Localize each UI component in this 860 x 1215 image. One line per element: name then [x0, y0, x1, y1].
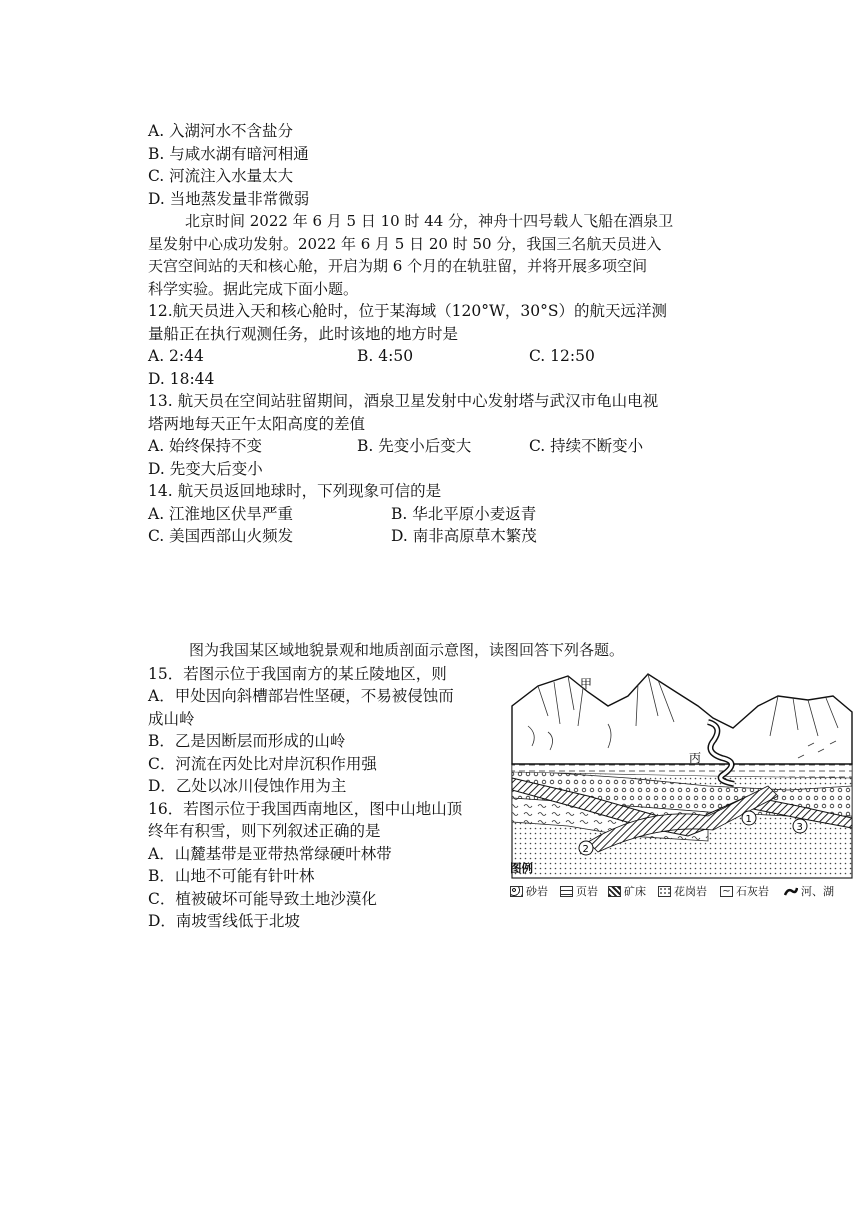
q15-option-d: D．乙处以冰川侵蚀作用为主: [148, 777, 347, 795]
q16-stem-line1: 16．若图示位于我国西南地区，图中山地山顶: [148, 800, 463, 818]
q15-option-c: C．河流在丙处比对岸沉积作用强: [148, 755, 377, 773]
q14-option-d: D. 南非高原草木繁茂: [391, 527, 537, 545]
q13-option-d: D. 先变大后变小: [148, 460, 263, 478]
q13-stem-line2: 塔两地每天正午太阳高度的差值: [148, 415, 366, 433]
q13-stem-line1: 13. 航天员在空间站驻留期间，酒泉卫星发射中心发射塔与武汉市龟山电视: [148, 392, 659, 410]
legend-title: 图例: [510, 861, 533, 875]
q12-option-c: C. 12:50: [529, 347, 595, 365]
q12-option-a: A. 2:44: [148, 347, 204, 365]
q14-option-a: A. 江淮地区伏旱严重: [148, 505, 294, 523]
q16-option-d: D．南坡雪线低于北坡: [148, 912, 300, 930]
landscape-block-svg: [508, 666, 853, 880]
option-d-prev: D. 当地蒸发量非常微弱: [148, 190, 310, 208]
ore-swatch-icon: [608, 886, 621, 897]
q16-option-a: A．山麓基带是亚带热常绿硬叶林带: [148, 845, 392, 863]
marker-1: [742, 811, 756, 825]
legend-item-sandstone: 砂岩: [510, 883, 548, 899]
svg-text:2: 2: [582, 844, 589, 855]
q13-option-c: C. 持续不断变小: [529, 437, 644, 455]
svg-text:3: 3: [796, 822, 803, 833]
legend-item-limestone: ~ 石灰岩: [720, 883, 769, 899]
passage1-line4: 科学实验。据此完成下面小题。: [148, 280, 359, 298]
q12-stem-line2: 量船正在执行观测任务，此时该地的地方时是: [148, 325, 459, 343]
q13-option-b: B. 先变小后变大: [357, 437, 472, 455]
q12-options-row: [148, 346, 708, 368]
q14-option-c: C. 美国西部山火频发: [148, 527, 294, 545]
granite-swatch-icon: [658, 886, 671, 897]
figure-legend: [508, 861, 853, 902]
option-a-prev: A. 入湖河水不含盐分: [148, 122, 294, 140]
q12-option-b: B. 4:50: [357, 347, 414, 365]
q14-options-row2: [148, 526, 668, 548]
legend-item-granite: 花岗岩: [658, 883, 707, 899]
river-lake-swatch-icon: [784, 886, 798, 897]
passage2: 图为我国某区域地貌景观和地质剖面示意图，读图回答下列各题。: [189, 641, 625, 659]
q15-option-a-line1: A．甲处因向斜槽部岩性坚硬，不易被侵蚀而: [148, 687, 454, 705]
q16-stem-line2: 终年有积雪，则下列叙述正确的是: [148, 822, 381, 840]
geology-diagram: [508, 666, 853, 906]
q16-option-c: C．植被破坏可能导致土地沙漠化: [148, 890, 377, 908]
q15-option-a-line2: 成山岭: [148, 710, 195, 728]
q12-stem-line1: 12.航天员进入天和核心舱时，位于某海域（120°W，30°S）的航天远洋测: [148, 302, 668, 320]
q14-option-b: B. 华北平原小麦返青: [391, 505, 537, 523]
q16-option-b: B．山地不可能有针叶林: [148, 867, 315, 885]
passage1-line3: 天宫空间站的天和核心舱，开启为期 6 个月的在轨驻留，并将开展多项空间: [148, 257, 648, 275]
option-b-prev: B. 与咸水湖有暗河相通: [148, 145, 309, 163]
sandstone-swatch-icon: [510, 886, 523, 897]
marker-2: [579, 841, 593, 855]
marker-3: [793, 819, 807, 833]
q14-stem: 14. 航天员返回地球时，下列现象可信的是: [148, 482, 442, 500]
q14-options-row1: [148, 504, 668, 526]
legend-item-river-lake: 河、湖: [784, 883, 834, 899]
q13-option-a: A. 始终保持不变: [148, 437, 263, 455]
legend-item-ore: 矿床: [608, 883, 646, 899]
shale-swatch-icon: [560, 886, 573, 897]
svg-text:1: 1: [745, 814, 752, 825]
legend-item-shale: 页岩: [560, 883, 598, 899]
q12-option-d: D. 18:44: [148, 370, 215, 388]
passage1-line1: 北京时间 2022 年 6 月 5 日 10 时 44 分，神舟十四号载人飞船在酒泉卫: [185, 212, 674, 230]
label-jia: 甲: [580, 677, 593, 691]
label-bing: 丙: [689, 751, 702, 765]
option-c-prev: C. 河流注入水量太大: [148, 167, 294, 185]
q15-option-b: B．乙是因断层而形成的山岭: [148, 732, 346, 750]
q15-stem: 15．若图示位于我国南方的某丘陵地区，则: [148, 665, 447, 683]
limestone-swatch-icon: ~: [720, 886, 733, 897]
passage1-line2: 星发射中心成功发射。2022 年 6 月 5 日 20 时 50 分，我国三名航天员进入: [148, 235, 662, 253]
q13-options-row: [148, 436, 708, 458]
